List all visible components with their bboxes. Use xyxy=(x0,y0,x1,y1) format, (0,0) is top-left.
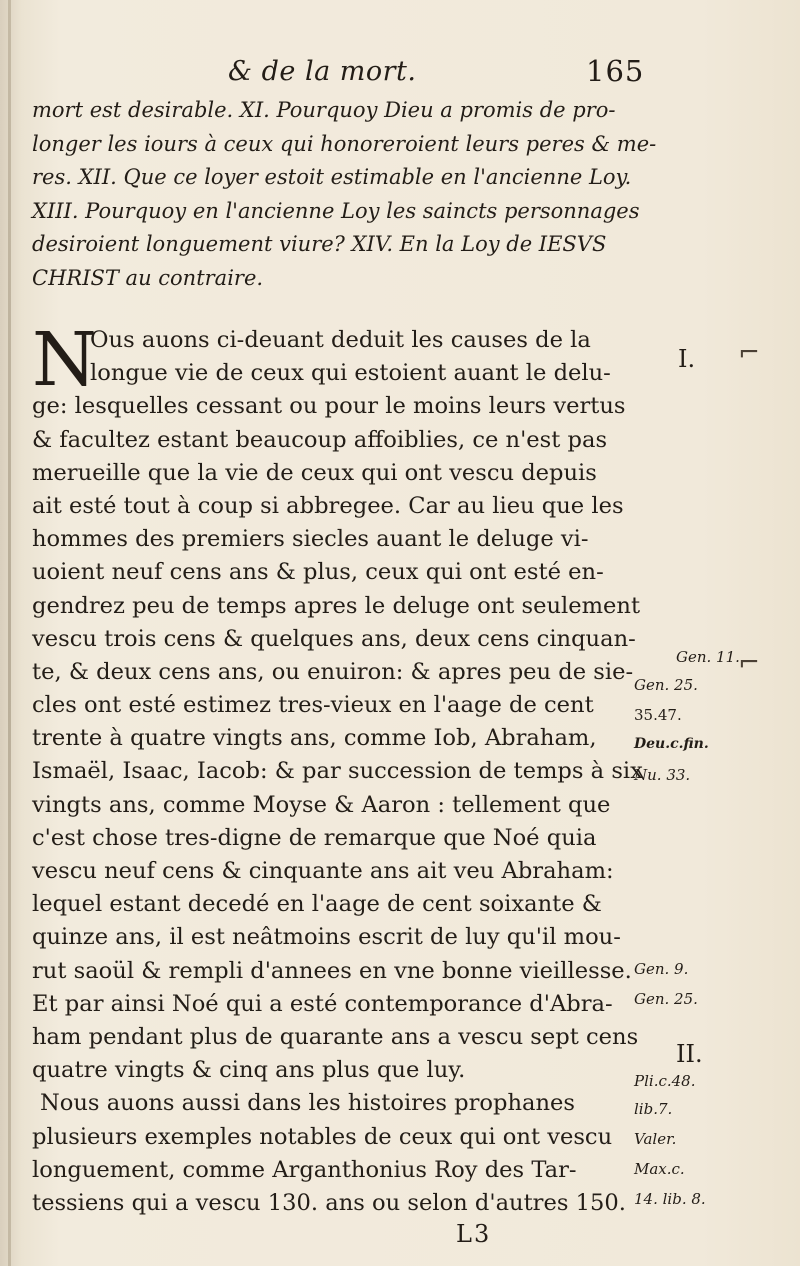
body-line: tessiens qui a vescu 130. ans ou selon d'autres 150. xyxy=(32,1189,626,1216)
body-line: quinze ans, il est neâtmoins escrit de luy qu'il mou- xyxy=(32,924,621,951)
margin-note: Gen. 11. xyxy=(676,648,740,666)
page-number: 165 xyxy=(586,54,645,88)
body-line: c'est chose tres-digne de remarque que Noé quia xyxy=(32,824,597,851)
margin-note: 14. lib. 8. xyxy=(634,1190,706,1208)
body-line: lequel estant decedé en l'aage de cent soixante & xyxy=(32,891,602,918)
margin-bracket: ⌐ xyxy=(738,648,760,678)
margin-note: II. xyxy=(676,1040,703,1068)
body-line: & facultez estant beaucoup affoiblies, ce n'est pas xyxy=(32,426,608,453)
margin-note: Nu. 33. xyxy=(634,766,691,784)
summary-line: mort est desirable. XI. Pourquoy Dieu a promis de pro- xyxy=(32,98,616,122)
page-header xyxy=(0,52,800,92)
summary-line: longer les iours à ceux qui honoreroient leurs peres & me- xyxy=(32,131,657,156)
body-line: gendrez peu de temps apres le deluge ont seulement xyxy=(32,592,641,619)
signature-mark: L3 xyxy=(456,1220,492,1248)
summary-line: desiroient longuement viure? XIV. En la Loy de IESVS xyxy=(32,232,607,256)
margin-note: Valer. xyxy=(634,1130,677,1148)
body-line: vescu neuf cens & cinquante ans ait veu Abraham: xyxy=(32,858,614,884)
body-line: vescu trois cens & quelques ans, deux cens cinquan- xyxy=(32,625,636,652)
body-line: quatre vingts & cinq ans plus que luy. xyxy=(32,1057,466,1084)
body-line: cles ont esté estimez tres-vieux en l'aage de cent xyxy=(32,692,594,719)
summary-line: XIII. Pourquoy en l'ancienne Loy les saincts personnages xyxy=(32,198,640,223)
body-line: Ismaël, Isaac, Iacob: & par succession de temps à six xyxy=(32,758,643,785)
drop-cap: N xyxy=(32,317,97,403)
body-line: hommes des premiers siecles auant le deluge vi- xyxy=(32,526,589,553)
body-line: vingts ans, comme Moyse & Aaron : tellement que xyxy=(32,791,611,818)
margin-note: Gen. 9. xyxy=(634,960,689,978)
body-text xyxy=(32,317,643,1220)
margin-bracket: ⌐ xyxy=(738,338,760,368)
margin-note: lib.7. xyxy=(634,1100,673,1118)
margin-note: Gen. 25. xyxy=(634,676,698,694)
body-line: Et par ainsi Noé qui a esté contemporance d'Abra- xyxy=(32,990,613,1017)
chapter-summary xyxy=(32,94,657,295)
running-title: & de la mort. xyxy=(228,56,417,87)
body-line: ait esté tout à coup si abbregee. Car au lieu que les xyxy=(32,492,624,519)
body-line: ge: lesquelles cessant ou pour le moins leurs vertus xyxy=(32,393,626,420)
margin-note: 35.47. xyxy=(634,706,682,724)
body-line: merueille que la vie de ceux qui ont vescu depuis xyxy=(32,459,597,486)
margin-note: Gen. 25. xyxy=(634,990,698,1008)
body-line: rut saoül & rempli d'annees en vne bonne vieillesse. xyxy=(32,957,632,984)
summary-line: CHRIST au contraire. xyxy=(32,265,264,290)
body-line: te, & deux cens ans, ou enuiron: & apres peu de sie- xyxy=(32,658,634,685)
margin-note: Deu.c.fin. xyxy=(634,736,709,752)
body-line: Ous auons ci-deuant deduit les causes de la xyxy=(90,327,591,353)
margin-note: Pli.c.48. xyxy=(634,1072,696,1090)
body-line: Nous auons aussi dans les histoires prophanes xyxy=(40,1090,576,1117)
body-line: trente à quatre vingts ans, comme Iob, Abraham, xyxy=(32,725,597,752)
body-line: ham pendant plus de quarante ans a vescu sept cens xyxy=(32,1023,639,1050)
margin-note: I. xyxy=(678,345,696,373)
page-gutter xyxy=(8,0,11,1266)
body-line: longue vie de ceux qui estoient auant le delu- xyxy=(90,360,611,387)
body-line: uoient neuf cens ans & plus, ceux qui ont esté en- xyxy=(32,559,604,586)
margin-note: Max.c. xyxy=(634,1160,685,1178)
body-line: plusieurs exemples notables de ceux qui ont vescu xyxy=(32,1123,613,1150)
summary-line: res. XII. Que ce loyer estoit estimable en l'ancienne Loy. xyxy=(32,165,632,189)
body-line: longuement, comme Arganthonius Roy des Tar- xyxy=(32,1156,577,1183)
